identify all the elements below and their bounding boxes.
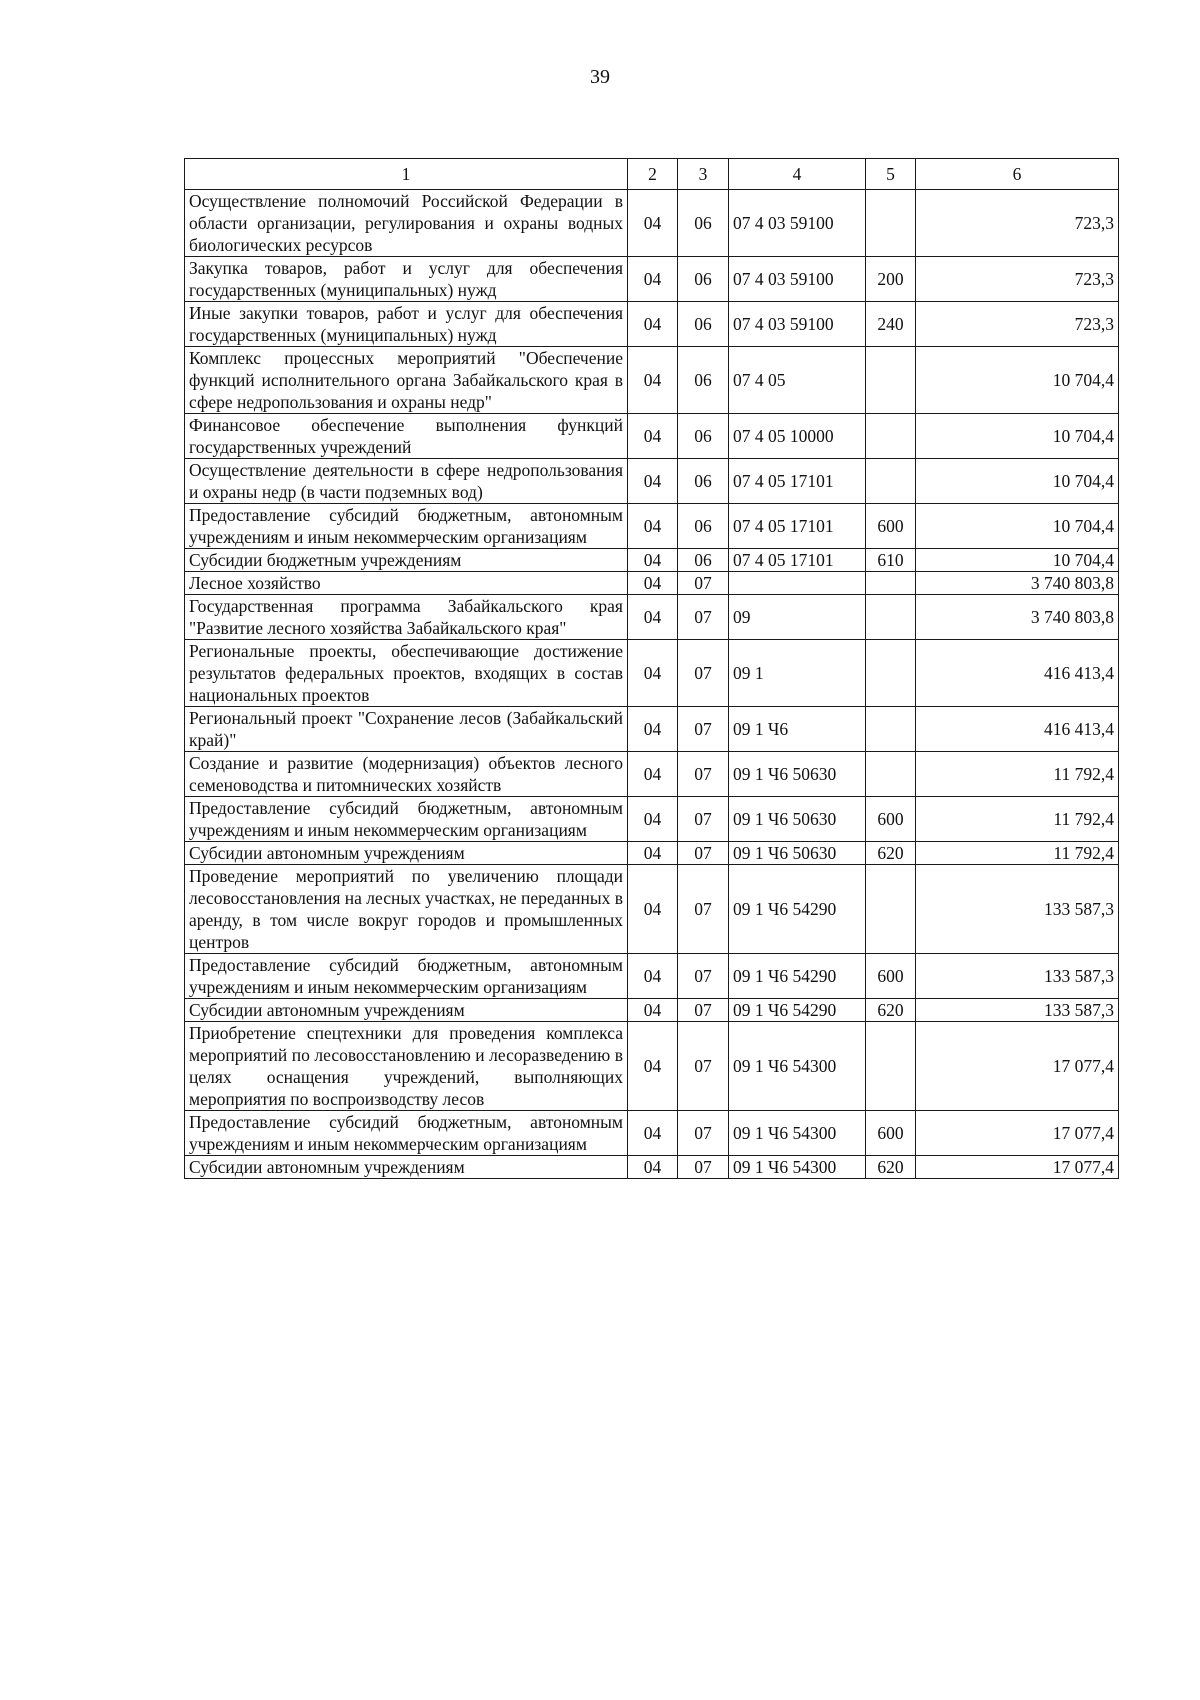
table-row — [185, 1111, 1119, 1156]
row-subsection-cell: 07 — [678, 707, 729, 752]
row-amount-cell: 133 587,3 — [916, 865, 1119, 954]
table-row — [185, 347, 1119, 414]
row-name-cell: Субсидии бюджетным учреждениям — [185, 549, 628, 572]
row-section-cell: 04 — [628, 549, 678, 572]
row-subsection-cell: 07 — [678, 842, 729, 865]
row-amount-cell: 133 587,3 — [916, 954, 1119, 999]
row-expense-type-cell — [866, 595, 916, 640]
table-row — [185, 797, 1119, 842]
row-subsection-cell: 07 — [678, 572, 729, 595]
row-target-code-cell: 09 1 Ч6 54300 — [729, 1022, 866, 1111]
row-name-cell: Предоставление субсидий бюджетным, автономным учреждениям и иным некоммерческим организациям — [185, 954, 628, 999]
row-amount-cell: 17 077,4 — [916, 1156, 1119, 1179]
row-section-cell: 04 — [628, 752, 678, 797]
row-target-code-cell: 09 1 Ч6 54290 — [729, 954, 866, 999]
table-row — [185, 190, 1119, 257]
row-subsection-cell: 07 — [678, 1111, 729, 1156]
row-subsection-cell: 06 — [678, 414, 729, 459]
row-amount-cell: 723,3 — [916, 257, 1119, 302]
row-name-cell: Предоставление субсидий бюджетным, автономным учреждениям и иным некоммерческим организациям — [185, 797, 628, 842]
page-number: 39 — [590, 66, 610, 88]
row-section-cell: 04 — [628, 459, 678, 504]
row-target-code-cell: 09 1 Ч6 50630 — [729, 842, 866, 865]
row-expense-type-cell — [866, 1022, 916, 1111]
row-expense-type-cell — [866, 640, 916, 707]
table-body — [185, 190, 1119, 1179]
table-row — [185, 1156, 1119, 1179]
row-subsection-cell: 07 — [678, 640, 729, 707]
row-section-cell: 04 — [628, 954, 678, 999]
row-subsection-cell: 06 — [678, 190, 729, 257]
table-row — [185, 414, 1119, 459]
row-section-cell: 04 — [628, 797, 678, 842]
table-row — [185, 640, 1119, 707]
row-section-cell: 04 — [628, 504, 678, 549]
row-expense-type-cell: 600 — [866, 504, 916, 549]
table-row — [185, 842, 1119, 865]
row-expense-type-cell: 600 — [866, 1111, 916, 1156]
row-expense-type-cell — [866, 347, 916, 414]
row-expense-type-cell: 610 — [866, 549, 916, 572]
row-amount-cell: 3 740 803,8 — [916, 595, 1119, 640]
table-row — [185, 257, 1119, 302]
table-row — [185, 865, 1119, 954]
row-amount-cell: 11 792,4 — [916, 842, 1119, 865]
row-target-code-cell: 07 4 03 59100 — [729, 257, 866, 302]
row-subsection-cell: 07 — [678, 595, 729, 640]
row-subsection-cell: 07 — [678, 752, 729, 797]
row-section-cell: 04 — [628, 595, 678, 640]
row-section-cell: 04 — [628, 190, 678, 257]
row-name-cell: Лесное хозяйство — [185, 572, 628, 595]
header-col-2: 2 — [628, 159, 678, 190]
row-name-cell: Осуществление деятельности в сфере недропользования и охраны недр (в части подземных вод) — [185, 459, 628, 504]
row-expense-type-cell — [866, 414, 916, 459]
row-subsection-cell: 07 — [678, 797, 729, 842]
row-target-code-cell: 09 1 Ч6 54290 — [729, 999, 866, 1022]
row-amount-cell: 3 740 803,8 — [916, 572, 1119, 595]
row-target-code-cell: 09 1 Ч6 50630 — [729, 797, 866, 842]
table-row — [185, 707, 1119, 752]
row-subsection-cell: 06 — [678, 504, 729, 549]
table-row — [185, 302, 1119, 347]
row-target-code-cell: 07 4 03 59100 — [729, 190, 866, 257]
header-col-5: 5 — [866, 159, 916, 190]
row-section-cell: 04 — [628, 302, 678, 347]
table-row — [185, 954, 1119, 999]
row-amount-cell: 133 587,3 — [916, 999, 1119, 1022]
row-section-cell: 04 — [628, 842, 678, 865]
row-name-cell: Региональный проект "Сохранение лесов (Забайкальский край)" — [185, 707, 628, 752]
row-target-code-cell: 07 4 05 17101 — [729, 459, 866, 504]
row-name-cell: Предоставление субсидий бюджетным, автономным учреждениям и иным некоммерческим организациям — [185, 504, 628, 549]
row-section-cell: 04 — [628, 572, 678, 595]
row-section-cell: 04 — [628, 707, 678, 752]
row-expense-type-cell — [866, 707, 916, 752]
row-amount-cell: 17 077,4 — [916, 1111, 1119, 1156]
row-expense-type-cell: 620 — [866, 999, 916, 1022]
table-row — [185, 549, 1119, 572]
header-col-3: 3 — [678, 159, 729, 190]
row-subsection-cell: 06 — [678, 257, 729, 302]
row-expense-type-cell — [866, 572, 916, 595]
header-col-1: 1 — [185, 159, 628, 190]
table-row — [185, 595, 1119, 640]
row-expense-type-cell — [866, 190, 916, 257]
header-col-6: 6 — [916, 159, 1119, 190]
table-row — [185, 999, 1119, 1022]
row-expense-type-cell — [866, 865, 916, 954]
row-section-cell: 04 — [628, 1022, 678, 1111]
row-subsection-cell: 07 — [678, 1022, 729, 1111]
row-name-cell: Осуществление полномочий Российской Федерации в области организации, регулирования и охраны водных биологических ресурсов — [185, 190, 628, 257]
row-expense-type-cell — [866, 459, 916, 504]
table-row — [185, 752, 1119, 797]
row-amount-cell: 11 792,4 — [916, 752, 1119, 797]
row-target-code-cell: 09 — [729, 595, 866, 640]
row-name-cell: Проведение мероприятий по увеличению площади лесовосстановления на лесных участках, не переданных в аренду, в том числе вокруг городов и промышленных центров — [185, 865, 628, 954]
row-amount-cell: 17 077,4 — [916, 1022, 1119, 1111]
row-expense-type-cell: 620 — [866, 1156, 916, 1179]
row-subsection-cell: 07 — [678, 999, 729, 1022]
row-amount-cell: 416 413,4 — [916, 640, 1119, 707]
row-target-code-cell: 09 1 Ч6 54290 — [729, 865, 866, 954]
row-name-cell: Государственная программа Забайкальского края "Развитие лесного хозяйства Забайкальского края" — [185, 595, 628, 640]
row-expense-type-cell — [866, 752, 916, 797]
row-expense-type-cell: 620 — [866, 842, 916, 865]
table-row — [185, 504, 1119, 549]
row-target-code-cell: 09 1 Ч6 54300 — [729, 1111, 866, 1156]
row-amount-cell: 10 704,4 — [916, 504, 1119, 549]
row-amount-cell: 416 413,4 — [916, 707, 1119, 752]
row-section-cell: 04 — [628, 347, 678, 414]
row-subsection-cell: 07 — [678, 865, 729, 954]
row-section-cell: 04 — [628, 865, 678, 954]
row-expense-type-cell: 200 — [866, 257, 916, 302]
row-target-code-cell: 07 4 05 17101 — [729, 504, 866, 549]
row-subsection-cell: 06 — [678, 459, 729, 504]
row-target-code-cell: 07 4 05 10000 — [729, 414, 866, 459]
row-subsection-cell: 06 — [678, 549, 729, 572]
row-amount-cell: 10 704,4 — [916, 459, 1119, 504]
row-name-cell: Иные закупки товаров, работ и услуг для обеспечения государственных (муниципальных) нужд — [185, 302, 628, 347]
table-row — [185, 1022, 1119, 1111]
row-target-code-cell: 07 4 05 — [729, 347, 866, 414]
budget-table — [184, 158, 1119, 1179]
row-target-code-cell: 07 4 05 17101 — [729, 549, 866, 572]
table-row — [185, 459, 1119, 504]
row-amount-cell: 10 704,4 — [916, 414, 1119, 459]
row-section-cell: 04 — [628, 414, 678, 459]
header-col-4: 4 — [729, 159, 866, 190]
row-name-cell: Закупка товаров, работ и услуг для обеспечения государственных (муниципальных) нужд — [185, 257, 628, 302]
row-name-cell: Предоставление субсидий бюджетным, автономным учреждениям и иным некоммерческим организациям — [185, 1111, 628, 1156]
row-target-code-cell: 09 1 Ч6 50630 — [729, 752, 866, 797]
row-target-code-cell: 07 4 03 59100 — [729, 302, 866, 347]
row-section-cell: 04 — [628, 999, 678, 1022]
row-name-cell: Создание и развитие (модернизация) объектов лесного семеноводства и питомнических хозяйств — [185, 752, 628, 797]
row-name-cell: Субсидии автономным учреждениям — [185, 999, 628, 1022]
row-name-cell: Комплекс процессных мероприятий "Обеспечение функций исполнительного органа Забайкальского края в сфере недропользования и охраны недр" — [185, 347, 628, 414]
row-amount-cell: 11 792,4 — [916, 797, 1119, 842]
row-section-cell: 04 — [628, 257, 678, 302]
row-name-cell: Финансовое обеспечение выполнения функций государственных учреждений — [185, 414, 628, 459]
row-amount-cell: 10 704,4 — [916, 549, 1119, 572]
row-subsection-cell: 07 — [678, 954, 729, 999]
row-target-code-cell: 09 1 Ч6 — [729, 707, 866, 752]
row-expense-type-cell: 240 — [866, 302, 916, 347]
row-name-cell: Региональные проекты, обеспечивающие достижение результатов федеральных проектов, входящих в состав национальных проектов — [185, 640, 628, 707]
row-name-cell: Субсидии автономным учреждениям — [185, 842, 628, 865]
row-section-cell: 04 — [628, 1156, 678, 1179]
row-amount-cell: 723,3 — [916, 302, 1119, 347]
row-expense-type-cell: 600 — [866, 954, 916, 999]
row-amount-cell: 723,3 — [916, 190, 1119, 257]
row-subsection-cell: 06 — [678, 302, 729, 347]
row-target-code-cell: 09 1 — [729, 640, 866, 707]
table-row — [185, 572, 1119, 595]
row-amount-cell: 10 704,4 — [916, 347, 1119, 414]
row-name-cell: Субсидии автономным учреждениям — [185, 1156, 628, 1179]
table-header — [185, 159, 1119, 190]
row-target-code-cell — [729, 572, 866, 595]
row-subsection-cell: 07 — [678, 1156, 729, 1179]
row-subsection-cell: 06 — [678, 347, 729, 414]
row-section-cell: 04 — [628, 1111, 678, 1156]
row-expense-type-cell: 600 — [866, 797, 916, 842]
row-name-cell: Приобретение спецтехники для проведения комплекса мероприятий по лесовосстановлению и лесоразведению в целях оснащения учреждений, выполняющих мероприятия по воспроизводству лесов — [185, 1022, 628, 1111]
row-section-cell: 04 — [628, 640, 678, 707]
header-row — [185, 159, 1119, 190]
row-target-code-cell: 09 1 Ч6 54300 — [729, 1156, 866, 1179]
